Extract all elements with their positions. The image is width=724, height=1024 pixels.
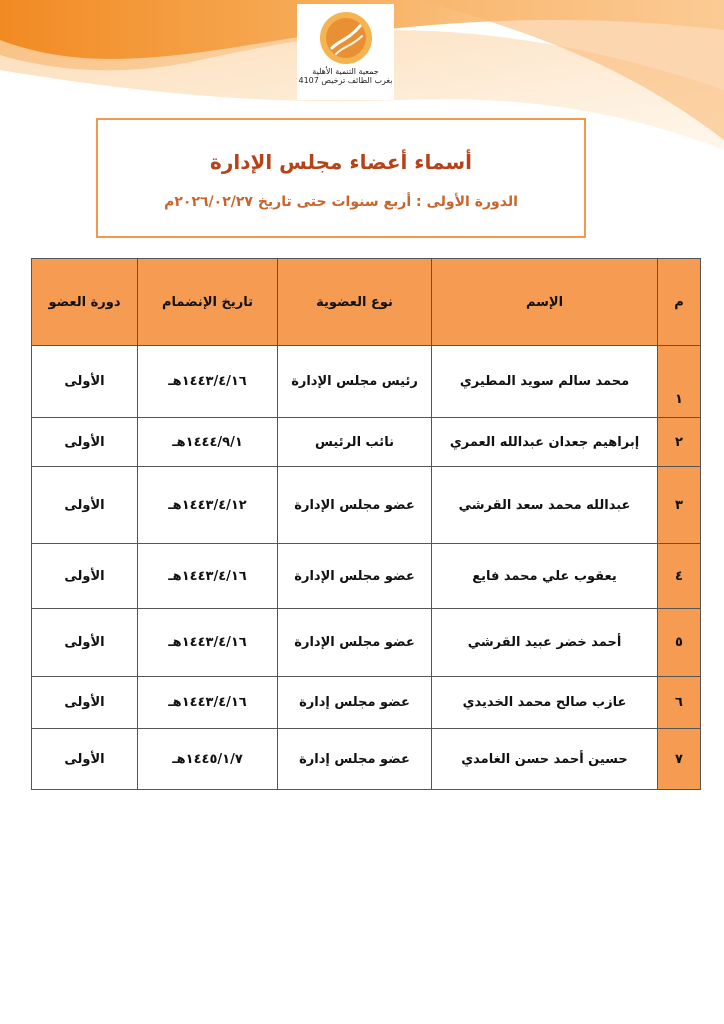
- member-name: محمد سالم سويد المطيري: [432, 346, 658, 418]
- membership-type: رئيس مجلس الإدارة: [278, 346, 432, 418]
- member-term: الأولى: [32, 729, 138, 790]
- join-date: ١٤٤٣/٤/١٦هـ: [138, 544, 278, 609]
- member-term: الأولى: [32, 467, 138, 544]
- membership-type: عضو مجلس الإدارة: [278, 544, 432, 609]
- join-date: ١٤٤٣/٤/١٢هـ: [138, 467, 278, 544]
- join-date: ١٤٤٤/٩/١هـ: [138, 418, 278, 467]
- member-name: إبراهيم جعدان عبدالله العمري: [432, 418, 658, 467]
- join-date: ١٤٤٥/١/٧هـ: [138, 729, 278, 790]
- logo-license: بغرب الطائف ترخيص 4107: [298, 76, 393, 85]
- join-date: ١٤٤٣/٤/١٦هـ: [138, 677, 278, 729]
- member-term: الأولى: [32, 609, 138, 677]
- member-name: عازب صالح محمد الخديدي: [432, 677, 658, 729]
- page-title: أسماء أعضاء مجلس الإدارة: [210, 150, 472, 174]
- membership-type: عضو مجلس إدارة: [278, 729, 432, 790]
- join-date: ١٤٤٣/٤/١٦هـ: [138, 346, 278, 418]
- row-number: ٧: [658, 729, 701, 790]
- membership-type: عضو مجلس إدارة: [278, 677, 432, 729]
- table-row: [32, 544, 701, 609]
- column-header-membership: نوع العضوية: [278, 259, 432, 346]
- column-header-term: دورة العضو: [32, 259, 138, 346]
- row-number: ٦: [658, 677, 701, 729]
- membership-type: عضو مجلس الإدارة: [278, 467, 432, 544]
- row-number: ٣: [658, 467, 701, 544]
- membership-type: عضو مجلس الإدارة: [278, 609, 432, 677]
- member-name: عبدالله محمد سعد القرشي: [432, 467, 658, 544]
- row-number: ٢: [658, 418, 701, 467]
- join-date: ١٤٤٣/٤/١٦هـ: [138, 609, 278, 677]
- column-header-name: الإسم: [432, 259, 658, 346]
- column-header-number: م: [658, 259, 701, 346]
- logo-emblem-icon: [318, 10, 374, 66]
- title-box: [96, 118, 586, 238]
- organization-logo: [297, 4, 394, 100]
- table-row: [32, 729, 701, 790]
- table-row: [32, 418, 701, 467]
- row-number: ٤: [658, 544, 701, 609]
- logo-org-name: جمعية التنمية الأهلية: [312, 67, 379, 76]
- member-term: الأولى: [32, 346, 138, 418]
- membership-type: نائب الرئيس: [278, 418, 432, 467]
- column-header-join-date: تاريخ الإنضمام: [138, 259, 278, 346]
- member-name: حسين أحمد حسن الغامدي: [432, 729, 658, 790]
- member-term: الأولى: [32, 677, 138, 729]
- board-members-table: [31, 258, 701, 790]
- row-number: ١: [658, 346, 701, 418]
- table-header-row: [32, 259, 701, 346]
- member-name: أحمد خضر عبيد القرشي: [432, 609, 658, 677]
- table-row: [32, 467, 701, 544]
- member-term: الأولى: [32, 418, 138, 467]
- table-row: [32, 346, 701, 418]
- member-name: يعقوب علي محمد فايع: [432, 544, 658, 609]
- table-row: [32, 609, 701, 677]
- row-number: ٥: [658, 609, 701, 677]
- page-subtitle: الدورة الأولى : أربع سنوات حتى تاريخ ٢٠٢٦/٠٢/٢٧م: [164, 194, 518, 210]
- member-term: الأولى: [32, 544, 138, 609]
- table-row: [32, 677, 701, 729]
